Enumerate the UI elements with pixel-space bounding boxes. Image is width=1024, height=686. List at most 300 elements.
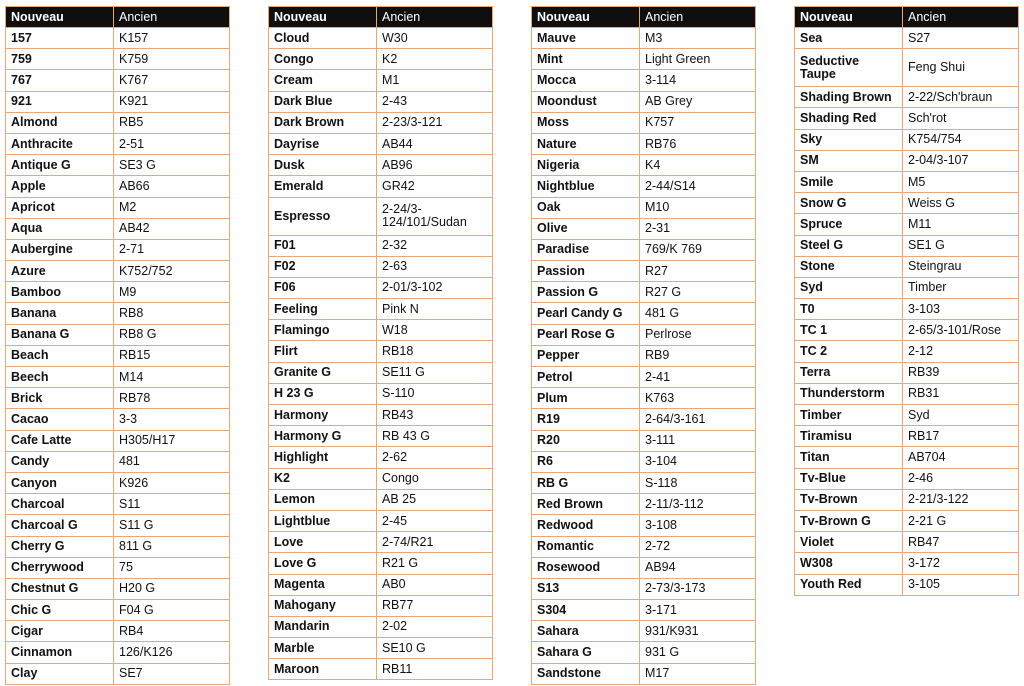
old-name-cell: GR42 (377, 176, 493, 197)
new-name-cell: Clay (6, 663, 114, 684)
new-name-cell: F06 (269, 277, 377, 298)
table-row (6, 578, 230, 599)
old-name-cell: RB8 (114, 303, 230, 324)
new-name-cell: Cloud (269, 28, 377, 49)
header-row (6, 7, 230, 28)
new-name-cell: Cinnamon (6, 642, 114, 663)
color-table-4 (794, 6, 1019, 596)
new-name-cell: Harmony G (269, 426, 377, 447)
old-name-cell: 2-32 (377, 235, 493, 256)
table-row (532, 621, 756, 642)
table-row (795, 256, 1019, 277)
table-row (532, 218, 756, 239)
old-name-cell: 2-63 (377, 256, 493, 277)
new-name-cell: Marble (269, 638, 377, 659)
old-name-cell: RB9 (640, 345, 756, 366)
new-name-cell: Smile (795, 171, 903, 192)
table-row (6, 430, 230, 451)
old-name-cell: RB76 (640, 133, 756, 154)
header-old: Ancien (377, 7, 493, 28)
old-name-cell: Light Green (640, 49, 756, 70)
old-name-cell: 2-44/S14 (640, 176, 756, 197)
new-name-cell: Plum (532, 388, 640, 409)
old-name-cell: 2-01/3-102 (377, 277, 493, 298)
new-name-cell: Petrol (532, 367, 640, 388)
new-name-cell: Sea (795, 28, 903, 49)
new-name-cell: Sky (795, 129, 903, 150)
new-name-cell: Highlight (269, 447, 377, 468)
table-row (532, 303, 756, 324)
table-row (532, 155, 756, 176)
old-name-cell: RB4 (114, 621, 230, 642)
table-row (6, 642, 230, 663)
new-name-cell: Titan (795, 447, 903, 468)
table-row (6, 239, 230, 260)
new-name-cell: Apple (6, 176, 114, 197)
table-row (269, 155, 493, 176)
old-name-cell: M10 (640, 197, 756, 218)
new-name-cell: Lemon (269, 489, 377, 510)
new-name-cell: Red Brown (532, 494, 640, 515)
table-row (269, 235, 493, 256)
table-row (532, 345, 756, 366)
table-row (795, 87, 1019, 108)
old-name-cell: M5 (903, 171, 1019, 192)
new-name-cell: Pearl Candy G (532, 303, 640, 324)
table-row (6, 49, 230, 70)
table-row (532, 239, 756, 260)
old-name-cell: 931/K931 (640, 621, 756, 642)
table-row (532, 91, 756, 112)
old-name-cell: RB17 (903, 426, 1019, 447)
new-name-cell: Mahogany (269, 595, 377, 616)
old-name-cell: 2-02 (377, 616, 493, 637)
table-row (795, 150, 1019, 171)
old-name-cell: 2-31 (640, 218, 756, 239)
old-name-cell: 2-21/3-122 (903, 489, 1019, 510)
new-name-cell: Love (269, 532, 377, 553)
old-name-cell: RB11 (377, 659, 493, 680)
table-row (6, 303, 230, 324)
old-name-cell: AB Grey (640, 91, 756, 112)
new-name-cell: Chic G (6, 600, 114, 621)
old-name-cell: 2-41 (640, 367, 756, 388)
new-name-cell: 921 (6, 91, 114, 112)
table-row (795, 277, 1019, 298)
old-name-cell: 75 (114, 557, 230, 578)
new-name-cell: K2 (269, 468, 377, 489)
table-row (532, 133, 756, 154)
table-row (6, 515, 230, 536)
table-row (6, 621, 230, 642)
old-name-cell: H20 G (114, 578, 230, 599)
table-row (532, 282, 756, 303)
new-name-cell: TC 1 (795, 320, 903, 341)
new-name-cell: Youth Red (795, 574, 903, 595)
table-row (269, 49, 493, 70)
new-name-cell: Cherrywood (6, 557, 114, 578)
old-name-cell: M1 (377, 70, 493, 91)
header-row (269, 7, 493, 28)
new-name-cell: R6 (532, 451, 640, 472)
new-name-cell: Dark Brown (269, 112, 377, 133)
new-name-cell: Aqua (6, 218, 114, 239)
table-row (532, 324, 756, 345)
old-name-cell: F04 G (114, 600, 230, 621)
header-old: Ancien (903, 7, 1019, 28)
new-name-cell: Romantic (532, 536, 640, 557)
table-row (269, 383, 493, 404)
new-name-cell: Harmony (269, 405, 377, 426)
old-name-cell: Syd (903, 405, 1019, 426)
new-name-cell: Feeling (269, 299, 377, 320)
table-row (269, 133, 493, 154)
old-name-cell: 769/K 769 (640, 239, 756, 260)
new-name-cell: F02 (269, 256, 377, 277)
old-name-cell: K767 (114, 70, 230, 91)
table-row (795, 468, 1019, 489)
old-name-cell: 3-108 (640, 515, 756, 536)
new-name-cell: 759 (6, 49, 114, 70)
table-row (532, 367, 756, 388)
table-row (795, 320, 1019, 341)
new-name-cell: T0 (795, 299, 903, 320)
new-name-cell: Dayrise (269, 133, 377, 154)
old-name-cell: K759 (114, 49, 230, 70)
old-name-cell: RB47 (903, 532, 1019, 553)
table-row (6, 557, 230, 578)
table-row (269, 405, 493, 426)
new-name-cell: Candy (6, 451, 114, 472)
new-name-cell: Tv-Brown G (795, 510, 903, 531)
old-name-cell: 931 G (640, 642, 756, 663)
table-row (795, 426, 1019, 447)
new-name-cell: Tiramisu (795, 426, 903, 447)
new-name-cell: SM (795, 150, 903, 171)
new-name-cell: Spruce (795, 214, 903, 235)
table-row (532, 197, 756, 218)
old-name-cell: 3-114 (640, 70, 756, 91)
table-row (795, 129, 1019, 150)
table-row (532, 515, 756, 536)
old-name-cell: RB 43 G (377, 426, 493, 447)
table-row (532, 70, 756, 91)
new-name-cell: Mauve (532, 28, 640, 49)
old-name-cell: 3-171 (640, 600, 756, 621)
old-name-cell: S11 G (114, 515, 230, 536)
old-name-cell: RB77 (377, 595, 493, 616)
table-row (795, 235, 1019, 256)
new-name-cell: Flamingo (269, 320, 377, 341)
table-row (6, 663, 230, 684)
table-row (269, 489, 493, 510)
old-name-cell: Sch'rot (903, 108, 1019, 129)
old-name-cell: AB96 (377, 155, 493, 176)
old-name-cell: 2-72 (640, 536, 756, 557)
new-name-cell: Terra (795, 362, 903, 383)
header-new: Nouveau (269, 7, 377, 28)
new-name-cell: Dark Blue (269, 91, 377, 112)
old-name-cell: W30 (377, 28, 493, 49)
new-name-cell: H 23 G (269, 383, 377, 404)
old-name-cell: 2-51 (114, 133, 230, 154)
old-name-cell: Steingrau (903, 256, 1019, 277)
header-new: Nouveau (795, 7, 903, 28)
new-name-cell: Nature (532, 133, 640, 154)
new-name-cell: Snow G (795, 193, 903, 214)
color-table-2 (268, 6, 493, 680)
color-table-1 (5, 6, 230, 685)
table-row (6, 409, 230, 430)
old-name-cell: 2-46 (903, 468, 1019, 489)
old-name-cell: K752/752 (114, 261, 230, 282)
table-row (269, 256, 493, 277)
new-name-cell: Almond (6, 112, 114, 133)
table-row (532, 409, 756, 430)
old-name-cell: AB0 (377, 574, 493, 595)
old-name-cell: K757 (640, 112, 756, 133)
old-name-cell: S-118 (640, 472, 756, 493)
new-name-cell: Granite G (269, 362, 377, 383)
old-name-cell: R27 (640, 261, 756, 282)
new-name-cell: Sahara (532, 621, 640, 642)
table-row (795, 299, 1019, 320)
old-name-cell: 2-23/3-121 (377, 112, 493, 133)
new-name-cell: Cacao (6, 409, 114, 430)
old-name-cell: SE11 G (377, 362, 493, 383)
old-name-cell: R21 G (377, 553, 493, 574)
table-row (269, 70, 493, 91)
old-name-cell: 126/K126 (114, 642, 230, 663)
table-row (532, 536, 756, 557)
table-row (269, 468, 493, 489)
old-name-cell: RB31 (903, 383, 1019, 404)
new-name-cell: Nightblue (532, 176, 640, 197)
table-row (269, 532, 493, 553)
table-row (532, 388, 756, 409)
table-row (6, 155, 230, 176)
table-row (6, 345, 230, 366)
old-name-cell: 3-172 (903, 553, 1019, 574)
table-row (532, 600, 756, 621)
header-new: Nouveau (6, 7, 114, 28)
table-row (532, 49, 756, 70)
old-name-cell: 2-21 G (903, 510, 1019, 531)
table-row (6, 112, 230, 133)
new-name-cell: Cherry G (6, 536, 114, 557)
old-name-cell: M3 (640, 28, 756, 49)
old-name-cell: 3-103 (903, 299, 1019, 320)
new-name-cell: Stone (795, 256, 903, 277)
table-row (269, 510, 493, 531)
new-name-cell: Mandarin (269, 616, 377, 637)
table-row (6, 133, 230, 154)
old-name-cell: 481 (114, 451, 230, 472)
new-name-cell: Moondust (532, 91, 640, 112)
old-name-cell: AB 25 (377, 489, 493, 510)
new-name-cell: 767 (6, 70, 114, 91)
old-name-cell: RB5 (114, 112, 230, 133)
old-name-cell: W18 (377, 320, 493, 341)
table-row (532, 642, 756, 663)
old-name-cell: RB43 (377, 405, 493, 426)
table-row (6, 197, 230, 218)
table-row (269, 299, 493, 320)
table-row (6, 367, 230, 388)
old-name-cell: 2-73/3-173 (640, 578, 756, 599)
table-row (532, 112, 756, 133)
old-name-cell: M9 (114, 282, 230, 303)
old-name-cell: K754/754 (903, 129, 1019, 150)
table-row (269, 28, 493, 49)
table-row (269, 553, 493, 574)
old-name-cell: 3-104 (640, 451, 756, 472)
new-name-cell: Maroon (269, 659, 377, 680)
new-name-cell: Violet (795, 532, 903, 553)
header-row (532, 7, 756, 28)
old-name-cell: SE10 G (377, 638, 493, 659)
new-name-cell: Beach (6, 345, 114, 366)
color-table-3 (531, 6, 756, 685)
new-name-cell: Olive (532, 218, 640, 239)
table-row (269, 362, 493, 383)
new-name-cell: Sahara G (532, 642, 640, 663)
old-name-cell: 2-04/3-107 (903, 150, 1019, 171)
table-row (795, 447, 1019, 468)
old-name-cell: 2-43 (377, 91, 493, 112)
old-name-cell: 811 G (114, 536, 230, 557)
table-row (532, 663, 756, 684)
old-name-cell: M17 (640, 663, 756, 684)
table-row (269, 447, 493, 468)
old-name-cell: AB94 (640, 557, 756, 578)
new-name-cell: Mint (532, 49, 640, 70)
new-name-cell: Passion G (532, 282, 640, 303)
old-name-cell: 2-65/3-101/Rose (903, 320, 1019, 341)
table-row (6, 28, 230, 49)
new-name-cell: Tv-Brown (795, 489, 903, 510)
new-name-cell: Charcoal G (6, 515, 114, 536)
table-row (6, 388, 230, 409)
old-name-cell: AB42 (114, 218, 230, 239)
table-row (532, 28, 756, 49)
table-row (532, 451, 756, 472)
new-name-cell: S304 (532, 600, 640, 621)
new-name-cell: TC 2 (795, 341, 903, 362)
old-name-cell: S27 (903, 28, 1019, 49)
old-name-cell: AB704 (903, 447, 1019, 468)
new-name-cell: Sandstone (532, 663, 640, 684)
old-name-cell: RB8 G (114, 324, 230, 345)
old-name-cell: Weiss G (903, 193, 1019, 214)
old-name-cell: M11 (903, 214, 1019, 235)
old-name-cell: 2-12 (903, 341, 1019, 362)
new-name-cell: Steel G (795, 235, 903, 256)
new-name-cell: 157 (6, 28, 114, 49)
table-row (795, 574, 1019, 595)
table-row (532, 176, 756, 197)
table-row (795, 510, 1019, 531)
old-name-cell: AB66 (114, 176, 230, 197)
new-name-cell: Oak (532, 197, 640, 218)
old-name-cell: H305/H17 (114, 430, 230, 451)
old-name-cell: SE7 (114, 663, 230, 684)
new-name-cell: S13 (532, 578, 640, 599)
new-name-cell: Chestnut G (6, 578, 114, 599)
table-row (269, 426, 493, 447)
table-row (6, 91, 230, 112)
old-name-cell: RB39 (903, 362, 1019, 383)
table-row (269, 659, 493, 680)
table-row (6, 282, 230, 303)
old-name-cell: Pink N (377, 299, 493, 320)
header-new: Nouveau (532, 7, 640, 28)
table-row (532, 557, 756, 578)
new-name-cell: Beech (6, 367, 114, 388)
old-name-cell: K4 (640, 155, 756, 176)
new-name-cell: Tv-Blue (795, 468, 903, 489)
old-name-cell: Perlrose (640, 324, 756, 345)
new-name-cell: Passion (532, 261, 640, 282)
new-name-cell: Charcoal (6, 494, 114, 515)
table-row (6, 70, 230, 91)
old-name-cell: R27 G (640, 282, 756, 303)
table-row (269, 638, 493, 659)
new-name-cell: Antique G (6, 155, 114, 176)
old-name-cell: K157 (114, 28, 230, 49)
table-row (269, 91, 493, 112)
header-old: Ancien (114, 7, 230, 28)
header-old: Ancien (640, 7, 756, 28)
table-row (269, 197, 493, 235)
new-name-cell: Cream (269, 70, 377, 91)
new-name-cell: Aubergine (6, 239, 114, 260)
table-row (269, 277, 493, 298)
table-row (269, 574, 493, 595)
old-name-cell: SE3 G (114, 155, 230, 176)
old-name-cell: S-110 (377, 383, 493, 404)
old-name-cell: S11 (114, 494, 230, 515)
new-name-cell: W308 (795, 553, 903, 574)
new-name-cell: Cigar (6, 621, 114, 642)
old-name-cell: AB44 (377, 133, 493, 154)
table-row (269, 595, 493, 616)
new-name-cell: Anthracite (6, 133, 114, 154)
table-row (6, 494, 230, 515)
table-row (269, 112, 493, 133)
table-row (795, 108, 1019, 129)
table-row (532, 430, 756, 451)
old-name-cell: 3-3 (114, 409, 230, 430)
new-name-cell: Love G (269, 553, 377, 574)
new-name-cell: Timber (795, 405, 903, 426)
new-name-cell: Bamboo (6, 282, 114, 303)
new-name-cell: Pepper (532, 345, 640, 366)
table-row (269, 176, 493, 197)
new-name-cell: Syd (795, 277, 903, 298)
table-row (532, 261, 756, 282)
new-name-cell: Espresso (269, 197, 377, 235)
old-name-cell: SE1 G (903, 235, 1019, 256)
table-row (795, 532, 1019, 553)
table-row (795, 49, 1019, 87)
table-row (532, 472, 756, 493)
old-name-cell: Timber (903, 277, 1019, 298)
new-name-cell: R19 (532, 409, 640, 430)
table-row (269, 616, 493, 637)
table-row (795, 193, 1019, 214)
old-name-cell: 2-45 (377, 510, 493, 531)
